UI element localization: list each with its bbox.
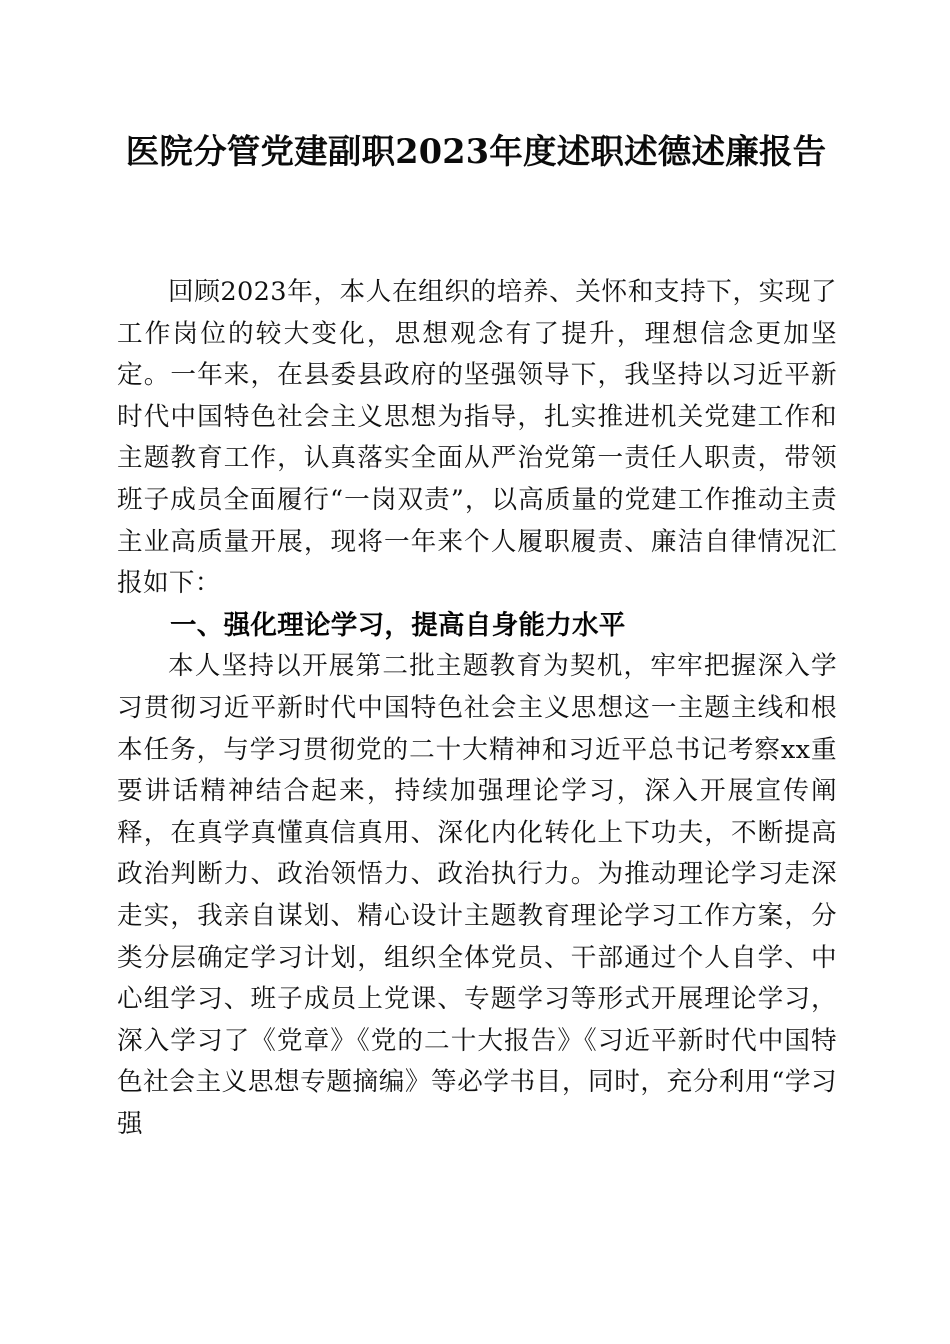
paragraph-section-1-body: 本人坚持以开展第二批主题教育为契机，牢牢把握深入学习贯彻习近平新时代中国特色社会主义思想这一主题主线和根本任务，与学习贯彻党的二十大精神和习近平总书记考察xx重要讲话精神结合起来，持续加强理论学习，深入开展宣传阐释，在真学真懂真信真用、深化内化转化上下功夫，不断提高政治判断力、政治领悟力、政治执行力。为推动理论学习走深走实，我亲自谋划、精心设计主题教育理论学习工作方案，分类分层确定学习计划，组织全体党员、干部通过个人自学、中心组学习、班子成员上党课、专题学习等形式开展理论学习，深入学习了《党章》《党的二十大报告》《习近平新时代中国特色社会主义思想专题摘编》等必学书目，同时，充分利用“学习强 (117, 651, 837, 1139)
page-title-text: 医院分管党建副职2023年度述职述德述廉报告 (125, 132, 827, 171)
page-title (117, 126, 835, 178)
document-body (117, 272, 837, 1145)
section-heading-1: 一、强化理论学习，提高自身能力水平 (170, 609, 626, 641)
paragraph-intro: 回顾2023年，本人在组织的培养、关怀和支持下，实现了工作岗位的较大变化，思想观念有了提升，理想信念更加坚定。一年来，在县委县政府的坚强领导下，我坚持以习近平新时代中国特色社会主义思想为指导，扎实推进机关党建工作和主题教育工作，认真落实全面从严治党第一责任人职责，带领班子成员全面履行“一岗双责”，以高质量的党建工作推动主责主业高质量开展，现将一年来个人履职履责、廉洁自律情况汇报如下： (117, 277, 837, 599)
